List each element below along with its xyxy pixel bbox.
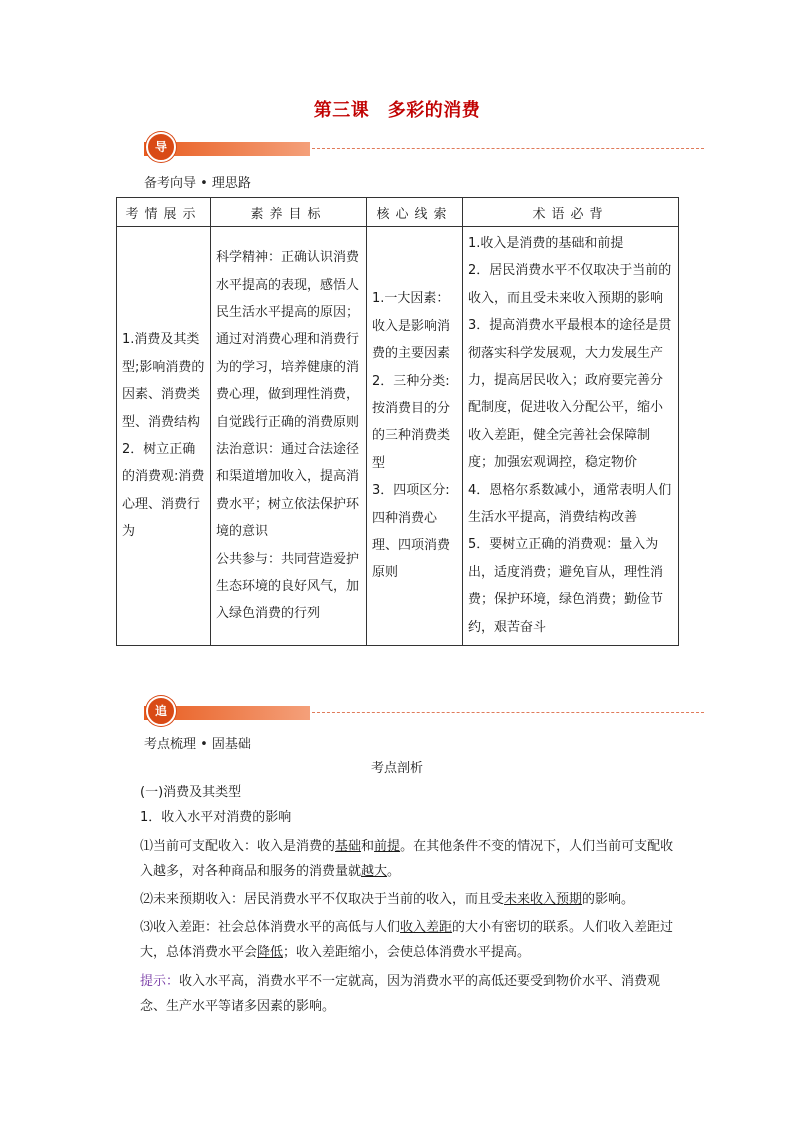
table-header-row bbox=[117, 198, 679, 227]
text-run: 的大小有密切的联系。人们收入差距过大，总体消费水平会 bbox=[140, 920, 674, 960]
list-item: 2．树立正确的消费观:消费心理、消费行为 bbox=[122, 442, 205, 540]
header-literacy-goals: 素养目标 bbox=[211, 198, 367, 227]
review-emblem-icon: 追 bbox=[146, 696, 176, 726]
section-banner-review bbox=[144, 702, 704, 724]
list-item: 5．要树立正确的消费观：量入为出，适度消费；避免盲从，理性消费；保护环境，绿色消费；勤俭节约，艰苦奋斗 bbox=[468, 537, 664, 635]
underlined-term: 未来收入预期 bbox=[504, 892, 583, 907]
list-item: 1.一大因素：收入是影响消费的主要因素 bbox=[372, 291, 451, 362]
banner-divider bbox=[312, 712, 704, 713]
text-run: ⑴当前可支配收入：收入是消费的 bbox=[140, 839, 336, 854]
underlined-term: 收入差距 bbox=[400, 920, 453, 935]
paragraph-current-income bbox=[140, 834, 685, 884]
page-title: 第三课 多彩的消费 bbox=[313, 100, 481, 121]
list-item: 4．恩格尔系数减小，通常表明人们生活水平提高，消费结构改善 bbox=[468, 482, 672, 526]
list-item: 3．提高消费水平最根本的途径是贯彻落实科学发展观，大力发展生产力，提高居民收入；政府要完善分配制度，促进收入分配公平，缩小收入差距，健全完善社会保障制度；加强宏观调控，稳定物价 bbox=[468, 318, 672, 471]
header-exam-trends: 考情展示 bbox=[117, 198, 211, 227]
table-row bbox=[117, 227, 679, 646]
paragraph-expected-income bbox=[140, 887, 685, 912]
underlined-term: 前提 bbox=[374, 839, 401, 854]
list-item: 公共参与：共同营造爱护生态环境的良好风气，加入绿色消费的行列 bbox=[216, 551, 360, 622]
text-run: 和 bbox=[361, 839, 375, 854]
section-banner-guide bbox=[144, 138, 704, 160]
hint-label: 提示： bbox=[140, 974, 180, 989]
analysis-heading: 考点剖析 bbox=[370, 761, 423, 776]
text-run: ⑵未来预期收入：居民消费水平不仅取决于当前的收入，而且受 bbox=[140, 892, 505, 907]
heading-income-level: 1．收入水平对消费的影响 bbox=[140, 810, 292, 825]
guide-emblem-icon: 导 bbox=[146, 132, 176, 162]
text-run: 。 bbox=[387, 864, 401, 879]
text-run: ⑶收入差距：社会总体消费水平的高低与人们 bbox=[140, 920, 401, 935]
list-item: 2．居民消费水平不仅取决于当前的收入，而且受未来收入预期的影响 bbox=[468, 263, 672, 306]
exam-guide-table bbox=[116, 197, 679, 646]
cell-literacy-goals bbox=[211, 227, 367, 646]
list-item: 2．三种分类:按消费目的分的三种消费类型 bbox=[372, 373, 451, 471]
section-label-guide: 备考向导 • 理思路 bbox=[144, 176, 251, 191]
cell-exam-trends bbox=[117, 227, 211, 646]
cell-key-terms bbox=[463, 227, 679, 646]
list-item: 法治意识：通过合法途径和渠道增加收入，提高消费水平；树立依法保护环境的意识 bbox=[216, 442, 360, 540]
section-label-review: 考点梳理 • 固基础 bbox=[144, 737, 251, 752]
header-key-terms: 术语必背 bbox=[463, 198, 679, 227]
paragraph-hint bbox=[140, 969, 685, 1019]
text-run: 。在其他条件不变的情况下，人们当前可支配收入越多，对各种商品和服务的消费量就 bbox=[140, 839, 674, 879]
header-core-clues: 核心线索 bbox=[367, 198, 463, 227]
paragraph-income-gap bbox=[140, 915, 685, 965]
list-item: 科学精神：正确认识消费水平提高的表现，感悟人民生活水平提高的原因；通过对消费心理和消费行为的学习，培养健康的消费心理，做到理性消费，自觉践行正确的消费原则 bbox=[216, 250, 360, 430]
list-item: 1.收入是消费的基础和前提 bbox=[468, 236, 624, 251]
banner-divider bbox=[312, 148, 704, 149]
underlined-term: 越大 bbox=[361, 864, 388, 879]
hint-text: 收入水平高，消费水平不一定就高，因为消费水平的高低还要受到物价水平、消费观念、生产水平等诸多因素的影响。 bbox=[140, 974, 661, 1014]
text-run: ；收入差距缩小，会使总体消费水平提高。 bbox=[283, 945, 531, 960]
underlined-term: 降低 bbox=[257, 945, 284, 960]
underlined-term: 基础 bbox=[335, 839, 362, 854]
list-item: 1.消费及其类型;影响消费的因素、消费类型、消费结构 bbox=[122, 332, 205, 430]
list-item: 3．四项区分:四种消费心理、四项消费原则 bbox=[372, 483, 451, 581]
cell-core-clues bbox=[367, 227, 463, 646]
text-run: 的影响。 bbox=[582, 892, 635, 907]
heading-consumption-types: (一)消费及其类型 bbox=[140, 785, 242, 800]
